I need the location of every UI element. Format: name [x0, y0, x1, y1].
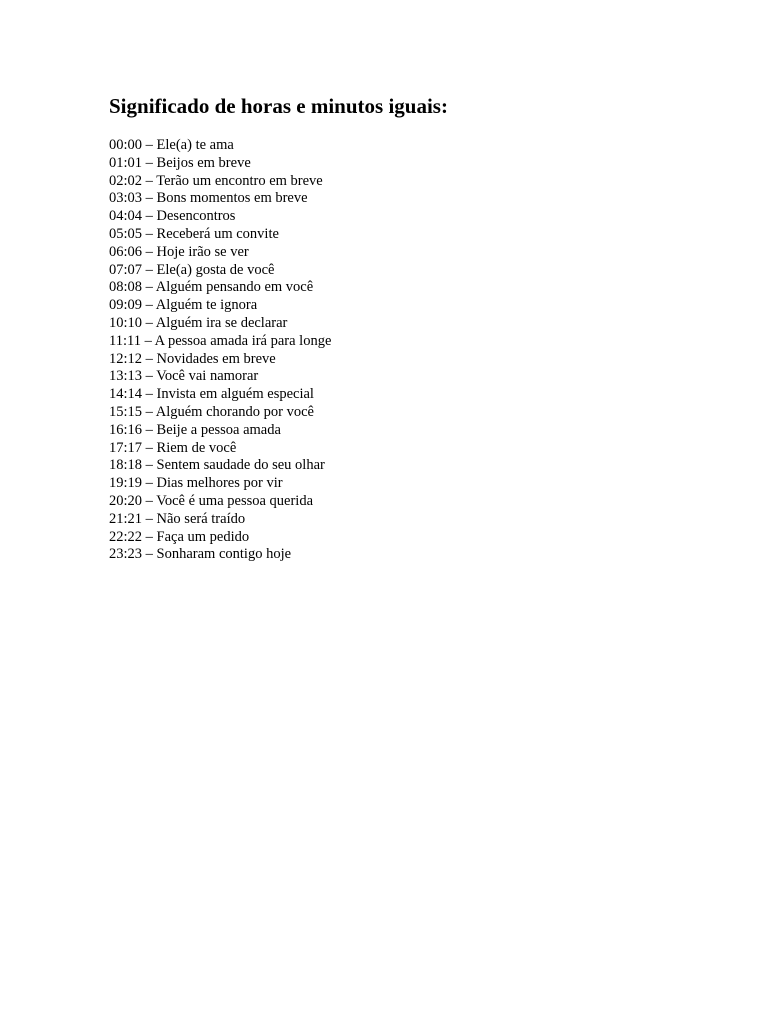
list-item: 17:17 – Riem de você [109, 439, 237, 456]
list-item: 13:13 – Você vai namorar [109, 368, 259, 385]
list-item: 20:20 – Você é uma pessoa querida [109, 492, 314, 509]
list-item: 15:15 – Alguém chorando por você [109, 403, 314, 420]
document-title: Significado de horas e minutos iguais: [109, 94, 448, 118]
list-item: 18:18 – Sentem saudade do seu olhar [109, 457, 325, 474]
list-item: 02:02 – Terão um encontro em breve [109, 172, 323, 189]
list-item: 23:23 – Sonharam contigo hoje [109, 546, 292, 563]
list-item: 05:05 – Receberá um convite [109, 225, 279, 242]
list-item: 16:16 – Beije a pessoa amada [109, 421, 281, 438]
list-item: 08:08 – Alguém pensando em você [109, 279, 314, 296]
list-item: 06:06 – Hoje irão se ver [109, 243, 249, 260]
list-item: 04:04 – Desencontros [109, 208, 236, 225]
list-item: 09:09 – Alguém te ignora [109, 297, 258, 314]
list-item: 00:00 – Ele(a) te ama [109, 137, 234, 153]
hours-meaning-list [109, 137, 331, 564]
list-item: 03:03 – Bons momentos em breve [109, 190, 308, 207]
list-item: 12:12 – Novidades em breve [109, 350, 276, 367]
list-item: 21:21 – Não será traído [109, 510, 246, 527]
list-item: 07:07 – Ele(a) gosta de você [109, 261, 275, 278]
list-item: 14:14 – Invista em alguém especial [109, 386, 314, 403]
list-item: 22:22 – Faça um pedido [109, 528, 250, 545]
list-item: 01:01 – Beijos em breve [109, 154, 251, 171]
list-item: 19:19 – Dias melhores por vir [109, 475, 283, 492]
list-item: 10:10 – Alguém ira se declarar [109, 314, 288, 331]
list-item: 11:11 – A pessoa amada irá para longe [109, 332, 332, 349]
